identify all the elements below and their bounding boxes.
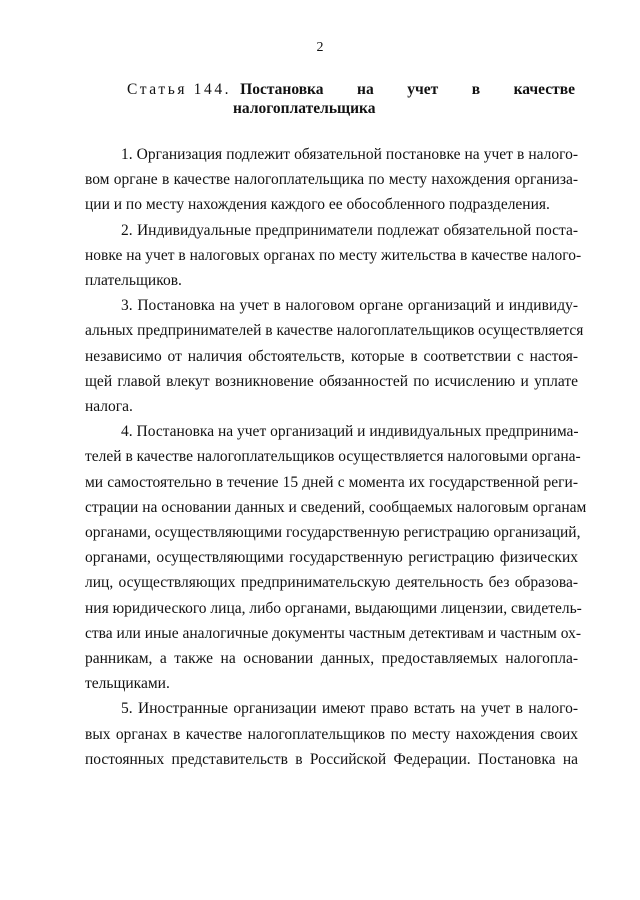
paragraph-4 <box>85 419 587 696</box>
paragraph-5 <box>85 696 578 772</box>
page-number: 2 <box>316 40 324 55</box>
article-heading-line-1 <box>127 80 575 99</box>
article-title-word: Постановка <box>240 81 324 98</box>
article-title-word: учет <box>407 81 439 98</box>
text-line: 4. Постановка на учет организаций и индивидуальных предпринима- <box>121 423 579 441</box>
text-line: органами, осуществляющими государственную регистрацию организаций, <box>85 524 581 542</box>
text-line: органами, осуществляющими государственную регистрацию физических <box>85 549 578 567</box>
paragraph-1 <box>85 142 578 218</box>
text-line: ранникам, а также на основании данных, предоставляемых налогопла- <box>85 650 578 668</box>
text-line: ции и по месту нахождения каждого ее обособленного подразделения. <box>85 196 550 214</box>
text-line: постоянных представительств в Российской Федерации. Постановка на <box>85 750 578 768</box>
text-line: новке на учет в налоговых органах по месту жительства в качестве налого- <box>85 246 582 264</box>
text-line: альных предпринимателей в качестве налогоплательщиков осуществляется <box>85 322 584 340</box>
article-title-word: качестве <box>513 81 575 98</box>
article-title-word: на <box>357 81 374 98</box>
text-line: вых органах в качестве налогоплательщиков по месту нахождения своих <box>85 725 578 743</box>
text-line: 2. Индивидуальные предприниматели подлежат обязательной поста- <box>121 221 578 239</box>
article-heading-line-2: налогоплательщика <box>233 100 376 117</box>
text-line: ния юридического лица, либо органами, выдающими лицензии, свидетель- <box>85 599 582 617</box>
text-line: плательщиков. <box>85 272 182 290</box>
article-heading <box>127 80 575 118</box>
text-line: страции на основании данных и сведений, сообщаемых налоговым органам <box>85 498 587 516</box>
text-line: 3. Постановка на учет в налоговом органе организаций и индивиду- <box>121 297 578 315</box>
paragraph-2 <box>85 218 582 294</box>
text-line: ми самостоятельно в течение 15 дней с момента их государственной реги- <box>85 473 578 491</box>
article-title-word: в <box>471 81 481 98</box>
text-line: лиц, осуществляющих предпринимательскую деятельность без образова- <box>85 574 578 592</box>
article-title-words <box>240 80 575 99</box>
text-line: телей в качестве налогоплательщиков осуществляется налоговыми органа- <box>85 448 581 466</box>
text-line: 5. Иностранные организации имеют право встать на учет в налого- <box>121 700 578 718</box>
text-line: тельщиками. <box>85 675 170 693</box>
text-line: 1. Организация подлежит обязательной постановке на учет в налого- <box>121 146 578 163</box>
text-line: ства или иные аналогичные документы частным детективам и частным ох- <box>85 624 581 642</box>
article-body <box>85 142 587 772</box>
text-line: налога. <box>85 398 133 416</box>
text-line: щей главой влекут возникновение обязанностей по исчислению и уплате <box>85 372 578 390</box>
article-number: Статья 144. <box>127 81 232 98</box>
text-line: вом органе в качестве налогоплательщика по месту нахождения организа- <box>85 171 578 189</box>
paragraph-3 <box>85 293 584 419</box>
text-line: независимо от наличия обстоятельств, которые в соответствии с настоя- <box>85 347 578 365</box>
